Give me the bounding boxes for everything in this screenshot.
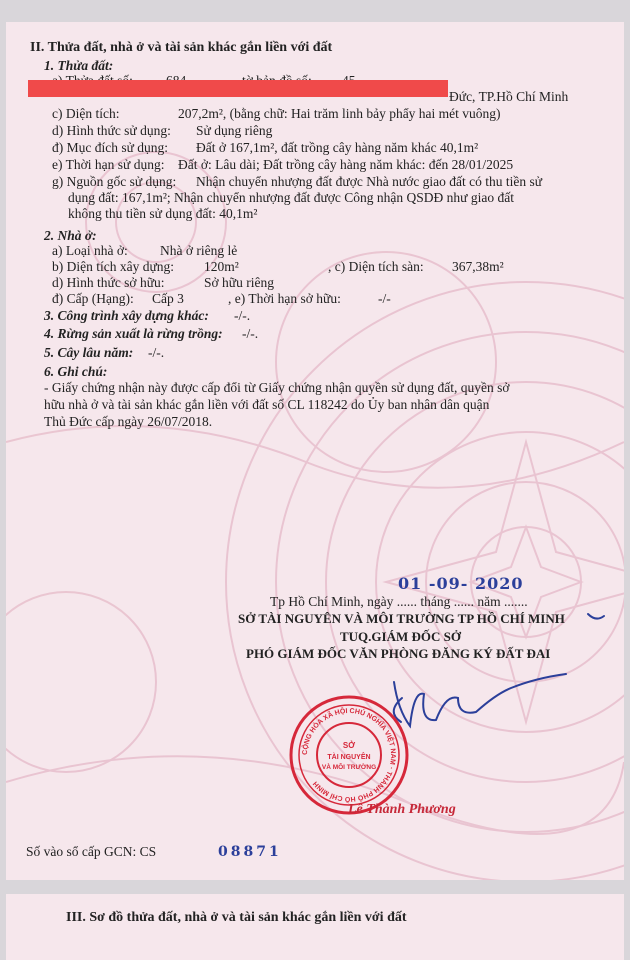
redaction-bar bbox=[28, 80, 448, 97]
origin-line-2: dụng đất: 167,1m²; Nhận chuyển nhượng đất được Công nhận QSDĐ như giao đất bbox=[68, 190, 514, 205]
official-seal bbox=[284, 690, 414, 820]
purpose-value: Đất ở 167,1m², đất trồng cây hàng năm khác 40,1m² bbox=[196, 140, 479, 155]
notes-line-3: Thủ Đức cấp ngày 26/07/2018. bbox=[44, 414, 213, 429]
notes-line-1: - Giấy chứng nhận này được cấp đổi từ Giấy chứng nhận quyền sử dụng đất, quyền sở bbox=[44, 380, 510, 395]
section-3-title: III. Sơ đồ thửa đất, nhà ở và tài sản khác gắn liền với đất bbox=[66, 910, 407, 925]
svg-text:CỘNG HÒA XÃ HỘI CHỦ NGHĨA VIỆT bbox=[300, 706, 396, 805]
ownership-label: d) Hình thức sở hữu: bbox=[52, 275, 165, 290]
floor-area-label: , c) Diện tích sàn: bbox=[328, 259, 424, 274]
registry-label: Số vào sổ cấp GCN: CS bbox=[26, 844, 157, 859]
seal-outer-text: CỘNG HÒA XÃ HỘI CHỦ NGHĨA VIỆT NAM · THÀNH PHỐ HỒ CHÍ MINH bbox=[301, 707, 397, 803]
term-value: Đất ở: Lâu dài; Đất trồng cây hàng năm khác: đến 28/01/2025 bbox=[178, 157, 514, 172]
signer-name: Lê Thành Phương bbox=[348, 802, 456, 817]
certificate-page bbox=[6, 22, 624, 880]
registry-number: 08871 bbox=[218, 844, 282, 860]
org-line-2: TUQ.GIÁM ĐỐC SỞ bbox=[340, 629, 461, 644]
date-stamp: 01 -09- 2020 bbox=[398, 574, 524, 593]
seal-inner-line-2: TÀI NGUYÊN bbox=[327, 754, 371, 761]
org-line-1: SỞ TÀI NGUYÊN VÀ MÔI TRƯỜNG TP HỒ CHÍ MINH bbox=[238, 611, 565, 626]
org-line-3: PHÓ GIÁM ĐỐC VĂN PHÒNG ĐĂNG KÝ ĐẤT ĐAI bbox=[246, 646, 551, 661]
house-type-label: a) Loại nhà ở: bbox=[52, 243, 128, 258]
other-construction-value: -/-. bbox=[234, 308, 251, 323]
notes-heading: 6. Ghi chú: bbox=[44, 364, 108, 379]
area-label: c) Diện tích: bbox=[52, 106, 120, 121]
address-tail: Đức, TP.Hồ Chí Minh bbox=[449, 89, 569, 104]
forest-value: -/-. bbox=[242, 326, 259, 341]
build-area-value: 120m² bbox=[204, 259, 239, 274]
signing-place-date: Tp Hồ Chí Minh, ngày ...... tháng ...... năm ....... bbox=[270, 594, 528, 609]
origin-label: g) Nguồn gốc sử dụng: bbox=[52, 174, 177, 189]
grade-value: Cấp 3 bbox=[152, 291, 184, 306]
seal-inner-line-3: VÀ MÔI TRƯỜNG bbox=[321, 764, 377, 771]
term-label: e) Thời hạn sử dụng: bbox=[52, 157, 165, 172]
other-construction-label: 3. Công trình xây dựng khác: bbox=[44, 308, 209, 323]
usage-form-label: d) Hình thức sử dụng: bbox=[52, 123, 171, 138]
grade-label: đ) Cấp (Hạng): bbox=[52, 291, 134, 306]
usage-form-value: Sử dụng riêng bbox=[196, 123, 273, 138]
house-heading: 2. Nhà ở: bbox=[44, 228, 97, 243]
floor-area-value: 367,38m² bbox=[452, 259, 504, 274]
perennial-value: -/-. bbox=[148, 345, 165, 360]
ownership-term-value: -/- bbox=[378, 291, 391, 306]
origin-line-1: Nhận chuyển nhượng đất được Nhà nước giao đất có thu tiền sử bbox=[196, 174, 543, 189]
build-area-label: b) Diện tích xây dựng: bbox=[52, 259, 175, 274]
ownership-term-label: , e) Thời hạn sở hữu: bbox=[228, 291, 341, 306]
seal-inner-line-1: SỞ bbox=[342, 741, 356, 750]
purpose-label: đ) Mục đích sử dụng: bbox=[52, 140, 169, 155]
forest-label: 4. Rừng sản xuất là rừng trồng: bbox=[44, 326, 223, 341]
ownership-value: Sở hữu riêng bbox=[204, 275, 274, 290]
certificate-page-3 bbox=[6, 894, 624, 960]
perennial-label: 5. Cây lâu năm: bbox=[44, 345, 134, 360]
section-2-title: II. Thửa đất, nhà ở và tài sản khác gắn liền với đất bbox=[30, 40, 333, 55]
area-value: 207,2m², (bằng chữ: Hai trăm linh bảy phẩy hai mét vuông) bbox=[178, 106, 501, 121]
land-heading: 1. Thửa đất: bbox=[44, 58, 114, 73]
house-type-value: Nhà ở riêng lẻ bbox=[160, 243, 238, 258]
notes-line-2: hữu nhà ở và tài sản khác gắn liền với đất số CL 118242 do Ủy ban nhân dân quận bbox=[44, 397, 490, 412]
origin-line-3: không thu tiền sử dụng đất: 40,1m² bbox=[68, 206, 258, 221]
